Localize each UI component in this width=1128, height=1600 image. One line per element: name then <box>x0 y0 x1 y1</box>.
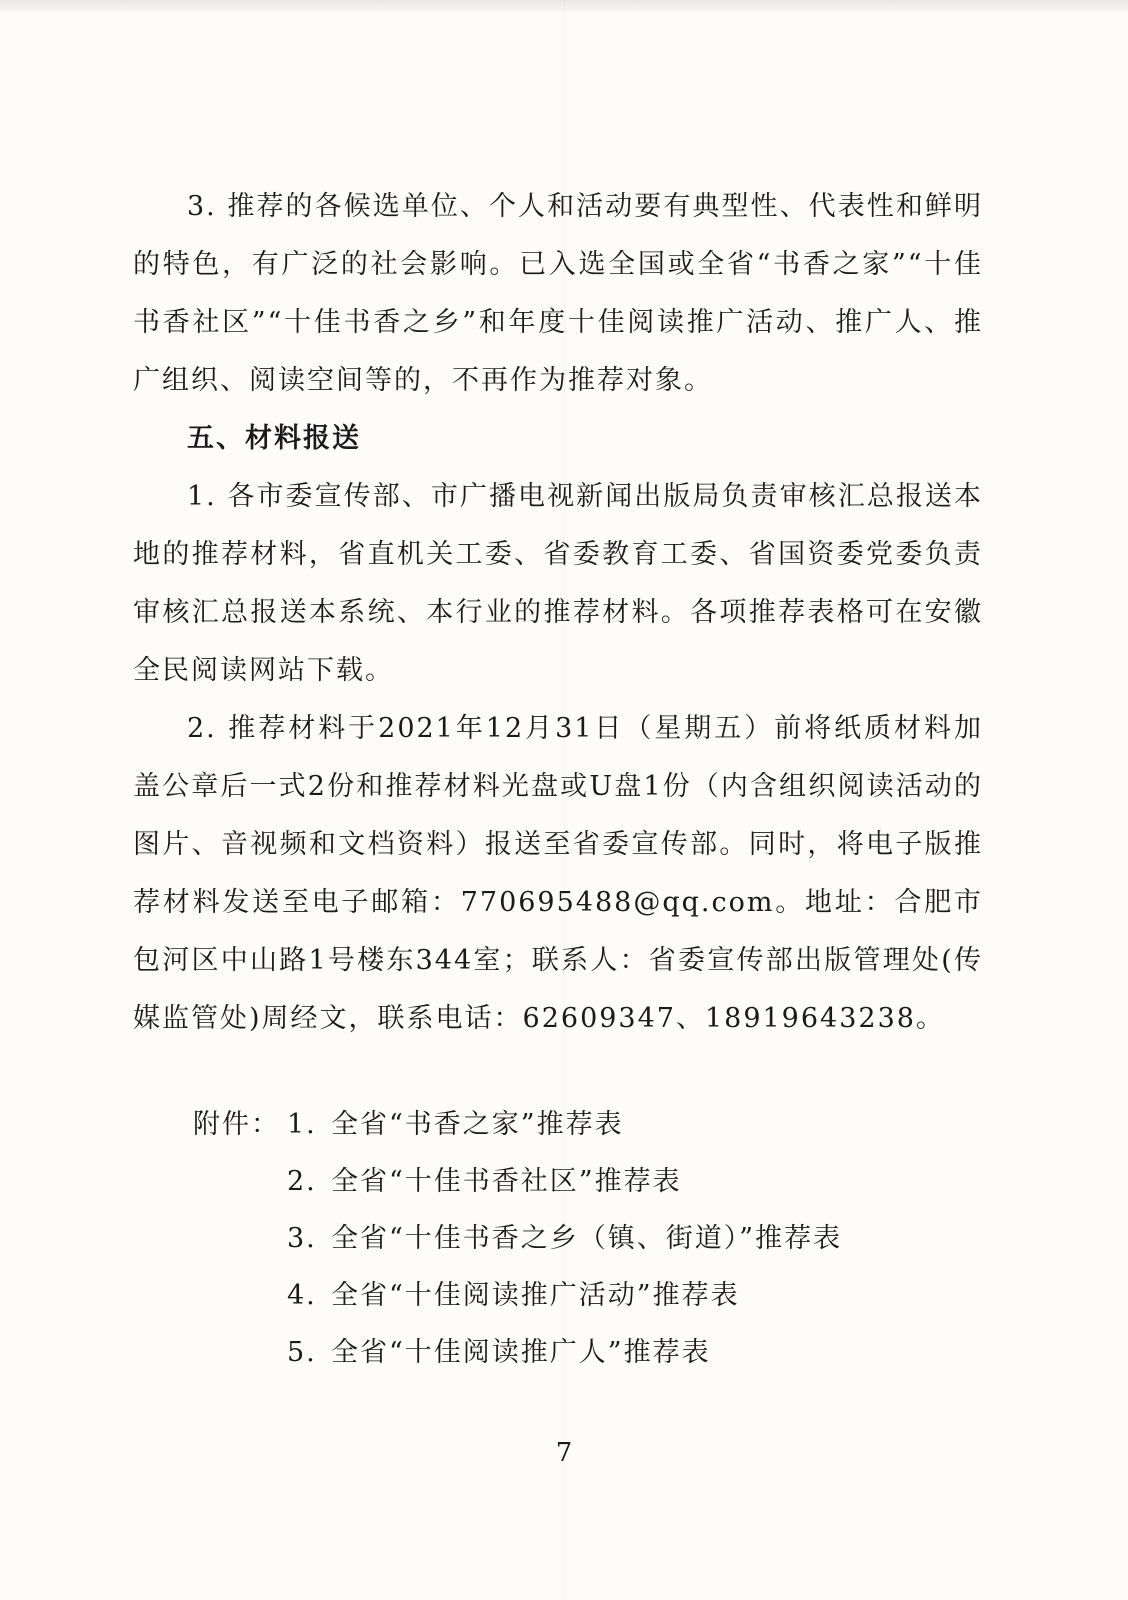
paragraph-candidate-requirements: 3. 推荐的各候选单位、个人和活动要有典型性、代表性和鲜明的特色，有广泛的社会影响。已入选全国或全省“书香之家”“十佳书香社区”“十佳书香之乡”和年度十佳阅读推广活动、推广人、推广组织、阅读空间等的，不再作为推荐对象。 <box>133 191 983 396</box>
attachment-title: 全省“书香之家”推荐表 <box>331 1109 624 1140</box>
attachment-item <box>193 1153 993 1210</box>
attachment-number: 2. <box>287 1166 317 1197</box>
page-number: 7 <box>555 1438 573 1468</box>
attachment-number: 4. <box>287 1280 317 1311</box>
attachment-label: 附件： <box>193 1109 280 1140</box>
attachment-number: 5. <box>287 1337 317 1368</box>
attachment-list <box>193 1096 993 1381</box>
attachment-item <box>193 1210 993 1267</box>
attachment-title: 全省“十佳书香社区”推荐表 <box>331 1166 682 1197</box>
attachment-title: 全省“十佳阅读推广活动”推荐表 <box>331 1280 740 1311</box>
section-heading-material-submission: 五、材料报送 <box>187 423 361 454</box>
attachment-title: 全省“十佳书香之乡（镇、街道）”推荐表 <box>331 1223 843 1254</box>
attachment-item <box>193 1267 993 1324</box>
paragraph-review-and-submit: 1. 各市委宣传部、市广播电视新闻出版局负责审核汇总报送本地的推荐材料，省直机关工委、省委教育工委、省国资委党委负责审核汇总报送本系统、本行业的推荐材料。各项推荐表格可在安徽全民阅读网站下载。 <box>133 481 983 686</box>
attachment-title: 全省“十佳阅读推广人”推荐表 <box>331 1337 711 1368</box>
attachment-item <box>193 1324 993 1381</box>
attachment-number: 3. <box>287 1223 317 1254</box>
attachment-number: 1. <box>287 1109 317 1140</box>
document-body <box>133 178 983 1048</box>
paragraph-submission-details: 2. 推荐材料于2021年12月31日（星期五）前将纸质材料加盖公章后一式2份和推荐材料光盘或U盘1份（内含组织阅读活动的图片、音视频和文档资料）报送至省委宣传部。同时，将电子版推荐材料发送至电子邮箱：770695488@qq.com。地址：合肥市包河区中山路1号楼东344室；联系人：省委宣传部出版管理处(传媒监管处)周经文，联系电话：62609347、18919643238。 <box>133 713 983 1034</box>
attachment-item <box>193 1096 993 1153</box>
